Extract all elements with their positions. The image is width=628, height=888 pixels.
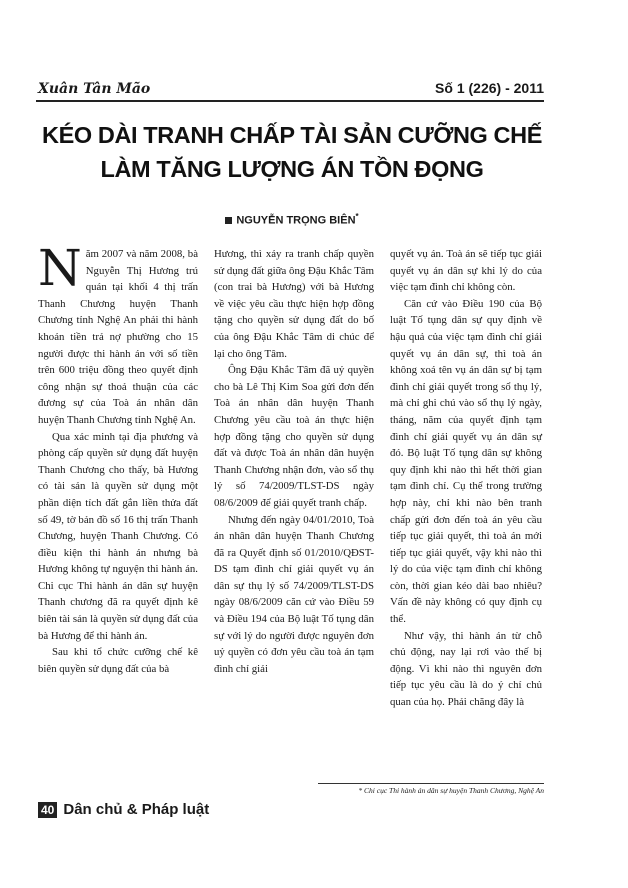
author-name: NGUYỄN TRỌNG BIÊN xyxy=(236,214,356,227)
footnote: * Chi cục Thi hành án dân sự huyện Thanh Chương, Nghệ An xyxy=(358,786,544,795)
drop-cap: N xyxy=(38,239,82,297)
paragraph: Ông Đậu Khắc Tâm đã uỷ quyền cho bà Lê Thị Kim Soa gửi đơn đến Toà án nhân dân huyện Thanh Chương yêu cầu toà án thực hiện hợp đồng tặng cho quyền sử dụng đất và được Toà án nhân dân huyện Thanh Chương nhận đơn, vào sổ thụ lý số 74/2009/TLST-DS ngày 08/6/2009 để giải quyết tranh chấp. xyxy=(214,364,374,509)
footnote-rule xyxy=(318,783,544,784)
article-title xyxy=(40,118,544,186)
author-footnote-mark: * xyxy=(355,212,359,221)
column-1 xyxy=(38,239,198,677)
paragraph: Hương, thì xảy ra tranh chấp quyền sử dụng đất giữa ông Đậu Khắc Tâm (con trai bà Hương) với bà Hương về việc yêu cầu thực hiện hợp đồng tặng cho quyền sử dụng đất do bố của ông Đậu Khắc Tâm di chúc để lại cho ông Tâm. xyxy=(214,248,374,360)
title-line-1: KÉO DÀI TRANH CHẤP TÀI SẢN CƯỠNG CHẾ xyxy=(42,122,542,148)
section-label: Xuân Tân Mão xyxy=(38,81,151,97)
column-3 xyxy=(390,246,542,711)
page-number: 40 xyxy=(38,802,57,818)
header-rule xyxy=(36,100,544,102)
paragraph: Như vậy, thi hành án từ chỗ chủ động, nay lại rơi vào thế bị động. Vì khi nào thì nguyên đơn tiếp tục yêu cầu là do ý chí chủ quan của họ. Phải chăng đây là xyxy=(390,629,542,709)
paragraph: Nhưng đến ngày 04/01/2010, Toà án nhân dân huyện Thanh Chương đã ra Quyết định số 01/2010/QĐST-DS tạm đình chỉ giải quyết vụ án dân sự thụ lý số 74/2009/TLST-DS ngày 08/6/2009 căn cứ vào Điều 59 và Điều 194 của Bộ luật Tố tụng dân sự với lý do người được nguyên đơn uỷ quyền có đơn yêu cầu toà án tạm đình chỉ giải xyxy=(214,513,374,675)
title-line-2: LÀM TĂNG LƯỢNG ÁN TỒN ĐỌNG xyxy=(100,156,484,182)
paragraph: Sau khi tổ chức cưỡng chế kê biên quyền sử dụng đất của bà xyxy=(38,646,198,675)
magazine-name: Dân chủ & Pháp luật xyxy=(63,801,210,818)
paragraph: Qua xác minh tại địa phương và phòng cấp quyền sử dụng đất huyện Thanh Chương cho thấy, bà Hương có tài sản là quyền sử dụng một phần diện tích đất gắn liền thửa đất số 49, tờ bản đồ số 16 thị trấn Thanh Chương, huyện Thanh Chương. Có điều kiện thi hành án nhưng bà Hương không tự nguyện thi hành án. Chi cục Thi hành án dân sự huyện Thanh chương đã ra quyết định kê biên tài sản là quyền sử dụng đất của bà Hương để thi hành án. xyxy=(38,430,198,642)
issue-number: Số 1 (226) - 2011 xyxy=(435,80,544,96)
byline-square-icon xyxy=(225,217,232,224)
paragraph: Căn cứ vào Điều 190 của Bộ luật Tố tụng dân sự quy định về hậu quả của việc tạm đình chỉ giải quyết vụ án dân sự, thì toà án không xoá tên vụ án dân sự bị tạm đình chỉ giải quyết trong sổ thụ lý, mà chỉ ghi chú vào sổ thụ lý ngày, tháng, năm của quyết định tạm đình chỉ giải quyết vụ án dân sự đó. Bộ luật Tố tụng dân sự không quy định khi nào thì hết thời gian tạm đình chỉ. Cụ thể trong trường hợp này, chỉ khi nào bên tranh chấp gửi đơn đến toà án yêu cầu tiếp tục giải quyết, thì toà án mới tiếp tục giải quyết, vậy khi nào thì lý do của việc tạm đình chỉ không còn, thời gian kéo dài bao nhiêu? Vấn đề này không có quy định cụ thể. xyxy=(390,297,542,626)
paragraph: quyết vụ án. Toà án sẽ tiếp tục giải quyết vụ án dân sự khi lý do của việc tạm đình chỉ không còn. xyxy=(390,248,542,294)
column-2 xyxy=(214,246,374,677)
page-footer xyxy=(38,801,209,818)
byline xyxy=(40,212,544,227)
paragraph: Năm 2007 và năm 2008, bà Nguyễn Thị Hương trú quán tại khối 4 thị trấn Thanh Chương huyện Thanh Chương tỉnh Nghệ An phải thi hành khoản tiền trả nợ phường cho 15 người được thi hành án với số tiền trên 600 triệu đồng theo quyết định công nhận sự thoả thuận của các đương sự của Toà án nhân dân huyện Thanh Chương tỉnh Nghệ An. xyxy=(38,239,198,426)
